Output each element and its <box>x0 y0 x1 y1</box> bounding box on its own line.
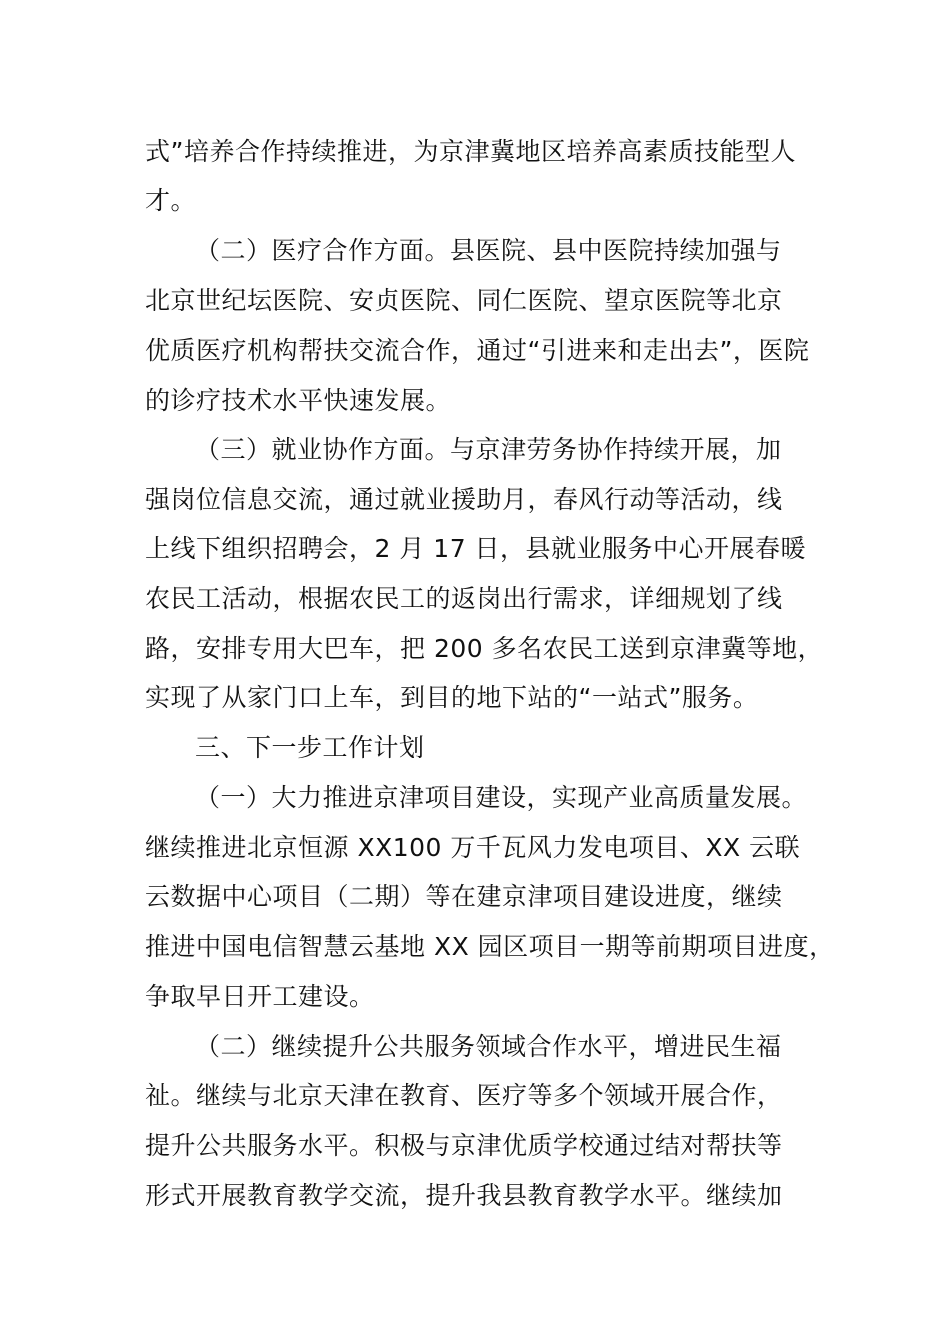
text-line: 祉。继续与北京天津在教育、医疗等多个领域开展合作， <box>145 1081 783 1110</box>
text-line: 上线下组织招聘会，2 月 17 日，县就业服务中心开展春暖 <box>145 534 807 563</box>
paragraph-start-line: （一）大力推进京津项目建设，实现产业高质量发展。 <box>195 783 808 812</box>
text-line: 争取早日开工建设。 <box>145 982 375 1011</box>
text-line: 路，安排专用大巴车，把 200 多名农民工送到京津冀等地， <box>145 634 824 663</box>
text-line: 形式开展教育教学交流，提升我县教育教学水平。继续加 <box>145 1181 783 1210</box>
text-line: 强岗位信息交流，通过就业援助月，春风行动等活动，线 <box>145 485 783 514</box>
text-line: 提升公共服务水平。积极与京津优质学校通过结对帮扶等 <box>145 1131 783 1160</box>
text-line: 继续推进北京恒源 XX100 万千瓦风力发电项目、XX 云联 <box>145 833 801 862</box>
text-line: 优质医疗机构帮扶交流合作，通过“引进来和走出去”，医院 <box>145 336 810 365</box>
text-line: 式”培养合作持续推进，为京津冀地区培养高素质技能型人 <box>145 137 796 166</box>
text-line: 推进中国电信智慧云基地 XX 园区项目一期等前期项目进度， <box>145 932 835 961</box>
text-line: 的诊疗技术水平快速发展。 <box>145 386 452 415</box>
paragraph-start-line: （二）医疗合作方面。县医院、县中医院持续加强与 <box>195 236 782 265</box>
text-line: 云数据中心项目（二期）等在建京津项目建设进度，继续 <box>145 882 783 911</box>
section-heading: 三、下一步工作计划 <box>195 733 425 762</box>
text-line: 实现了从家门口上车，到目的地下站的“一站式”服务。 <box>145 683 759 712</box>
text-line: 农民工活动，根据农民工的返岗出行需求，详细规划了线 <box>145 584 783 613</box>
text-line: 北京世纪坛医院、安贞医院、同仁医院、望京医院等北京 <box>145 286 783 315</box>
paragraph-start-line: （三）就业协作方面。与京津劳务协作持续开展，加 <box>195 435 782 464</box>
paragraph-start-line: （二）继续提升公共服务领域合作水平，增进民生福 <box>195 1032 782 1061</box>
text-line: 才。 <box>145 186 197 215</box>
